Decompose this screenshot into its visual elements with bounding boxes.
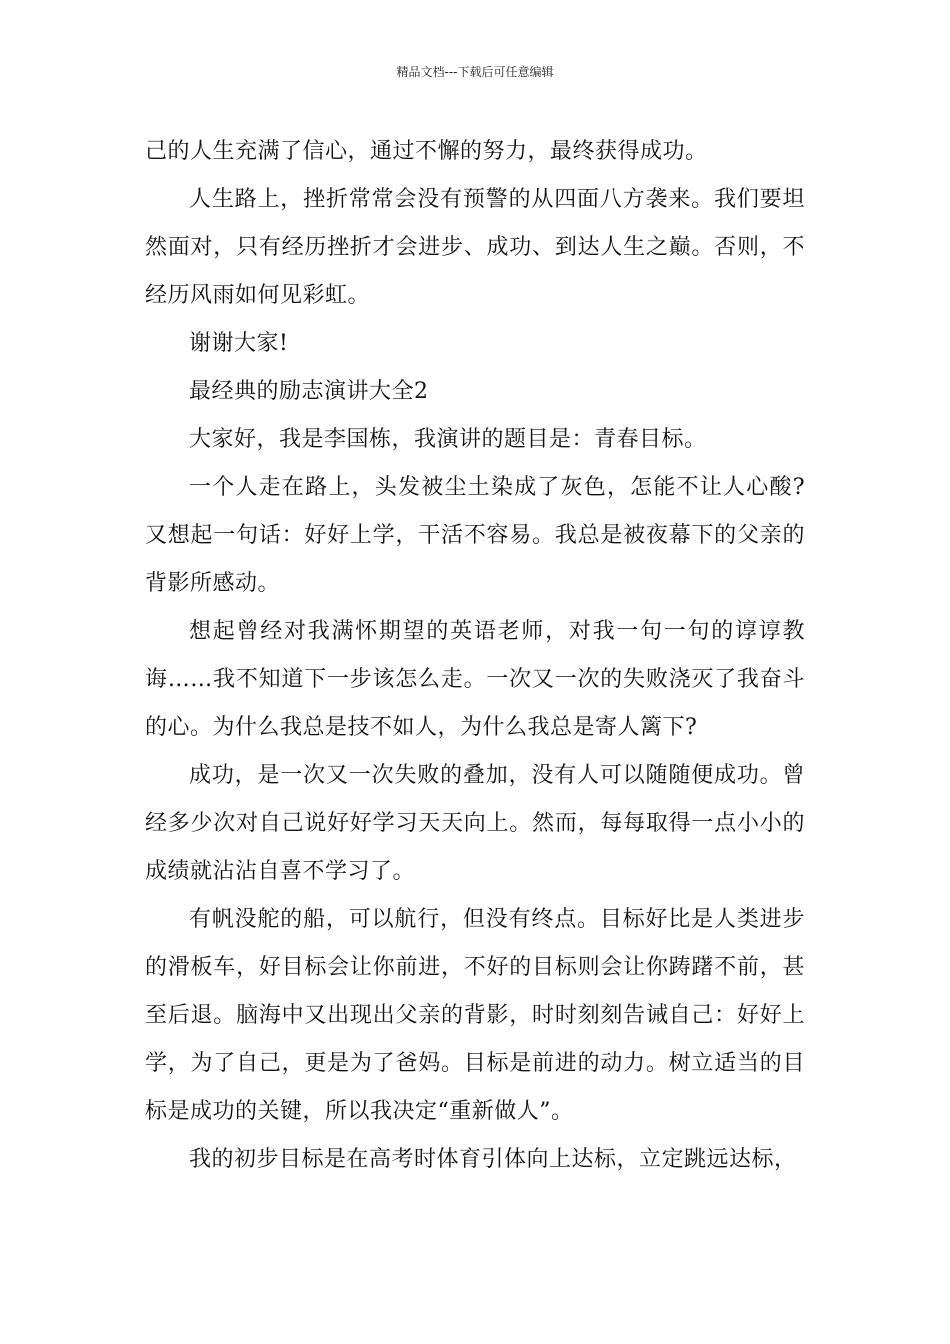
paragraph: 己的人生充满了信心，通过不懈的努力，最终获得成功。 [145, 139, 708, 164]
paragraph: 一个人走在路上，头发被尘土染成了灰色，怎能不让人心酸?又想起一句话：好好上学，干活不容易。我总是被夜幕下的父亲的背影所感动。 [145, 475, 805, 596]
paragraph: 想起曾经对我满怀期望的英语老师，对我一句一句的谆谆教诲……我不知道下一步该怎么走。一次又一次的失败浇灭了我奋斗的心。为什么我总是技不如人，为什么我总是寄人篱下? [145, 619, 805, 740]
document-body [145, 128, 805, 1184]
section-heading: 最经典的励志演讲大全2 [189, 379, 429, 404]
page-header: 精品文档---下载后可任意编辑 [396, 65, 554, 79]
paragraph: 大家好，我是李国栋，我演讲的题目是：青春目标。 [189, 427, 707, 452]
paragraph: 谢谢大家! [189, 331, 289, 356]
paragraph: 人生路上，挫折常常会没有预警的从四面八方袭来。我们要坦然面对，只有经历挫折才会进步、成功、到达人生之巅。否则，不经历风雨如何见彩虹。 [145, 187, 805, 308]
paragraph: 我的初步目标是在高考时体育引体向上达标，立定跳远达标， [189, 1147, 797, 1172]
paragraph: 有帆没舵的船，可以航行，但没有终点。目标好比是人类进步的滑板车，好目标会让你前进，不好的目标则会让你踌躇不前，甚至后退。脑海中又出现出父亲的背影，时时刻刻告诫自己：好好上学，为了自己，更是为了爸妈。目标是前进的动力。树立适当的目标是成功的关键，所以我决定“重新做人”。 [145, 907, 805, 1124]
paragraph: 成功，是一次又一次失败的叠加，没有人可以随随便成功。曾经多少次对自己说好好学习天天向上。然而，每每取得一点小小的成绩就沾沾自喜不学习了。 [145, 763, 805, 884]
